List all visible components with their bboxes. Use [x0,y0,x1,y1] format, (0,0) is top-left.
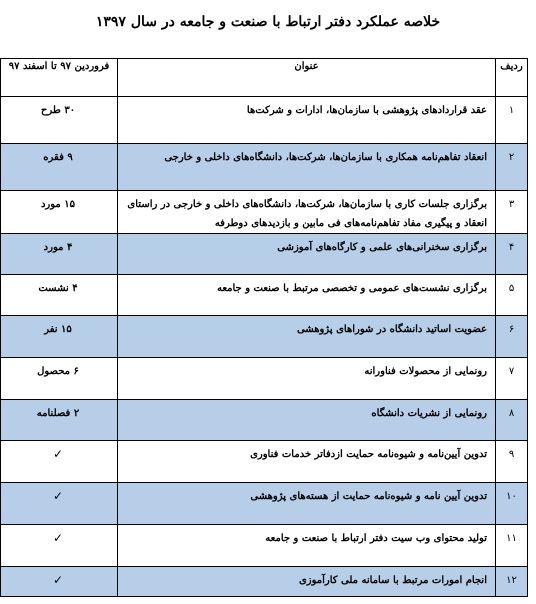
row-title: تدوین آیین‌نامه و شیوه‌نامه حمایت ازدفاتر خدمات فناوری [118,441,496,483]
document-title: خلاصه عملکرد دفتر ارتباط با صنعت و جامعه در سال ۱۳۹۷ [95,14,441,30]
header-result: فروردین ۹۷ تا اسفند ۹۷ [1,59,118,97]
row-index: ۴ [496,234,528,275]
row-index: ۳ [496,191,528,234]
row-index: ۲ [496,144,528,191]
row-index: ۹ [496,441,528,483]
table-row [1,191,528,234]
row-title: عقد قراردادهای پژوهشی با سازمان‌ها، ادارات و شرکت‌ها [118,97,496,144]
checkmark-icon: ✓ [1,441,118,483]
table-row [1,525,528,567]
row-index: ۸ [496,400,528,441]
row-index: ۵ [496,275,528,316]
row-title: عضویت اساتید دانشگاه در شوراهای پژوهشی [118,316,496,358]
row-index: ۱۲ [496,567,528,597]
row-result: ۲ فصلنامه [1,400,118,441]
row-result: ۴ مورد [1,234,118,275]
table-row [1,316,528,358]
row-index: ۱۰ [496,483,528,525]
row-index: ۱ [496,97,528,144]
table-row [1,275,528,316]
table-row [1,483,528,525]
table-row [1,358,528,400]
performance-table [0,58,528,597]
table-row [1,97,528,144]
checkmark-icon: ✓ [1,525,118,567]
row-title: رونمایی از محصولات فناورانه [118,358,496,400]
row-index: ۷ [496,358,528,400]
checkmark-icon: ✓ [1,483,118,525]
row-title: تولید محتوای وب سیت دفتر ارتباط با صنعت و جامعه [118,525,496,567]
row-title: برگزاری جلسات کاری با سازمان‌ها، شرکت‌ها، دانشگاه‌های داخلی و خارجی در راستای انعقاد و پیگیری مفاد تفاهم‌نامه‌های فی مابین و بازدیدهای دوطرفه [118,191,496,234]
table-row [1,234,528,275]
header-index: ردیف [496,59,528,97]
row-title: رونمایی از نشریات دانشگاه [118,400,496,441]
row-title: برگزاری نشست‌های عمومی و تخصصی مرتبط با صنعت و جامعه [118,275,496,316]
table-row [1,441,528,483]
row-result: ۶ محصول [1,358,118,400]
table-row [1,144,528,191]
table-row [1,400,528,441]
row-index: ۱۱ [496,525,528,567]
row-result: ۴ نشست [1,275,118,316]
table-header-row [1,59,528,97]
row-index: ۶ [496,316,528,358]
row-result: ۳۰ طرح [1,97,118,144]
row-result: ۱۵ نفر [1,316,118,358]
row-title: تدوین آیین نامه و شیوه‌نامه حمایت از هسته‌های پژوهشی [118,483,496,525]
header-subject: عنوان [118,59,496,97]
row-title: برگزاری سخنرانی‌های علمی و کارگاه‌های آموزشی [118,234,496,275]
row-result: ۱۵ مورد [1,191,118,234]
checkmark-icon: ✓ [1,567,118,597]
row-result: ۹ فقره [1,144,118,191]
row-title: انعقاد تفاهم‌نامه همکاری با سازمان‌ها، شرکت‌ها، دانشگاه‌های داخلی و خارجی [118,144,496,191]
table-row [1,567,528,597]
row-title: انجام امورات مرتبط با سامانه ملی کارآموزی [118,567,496,597]
